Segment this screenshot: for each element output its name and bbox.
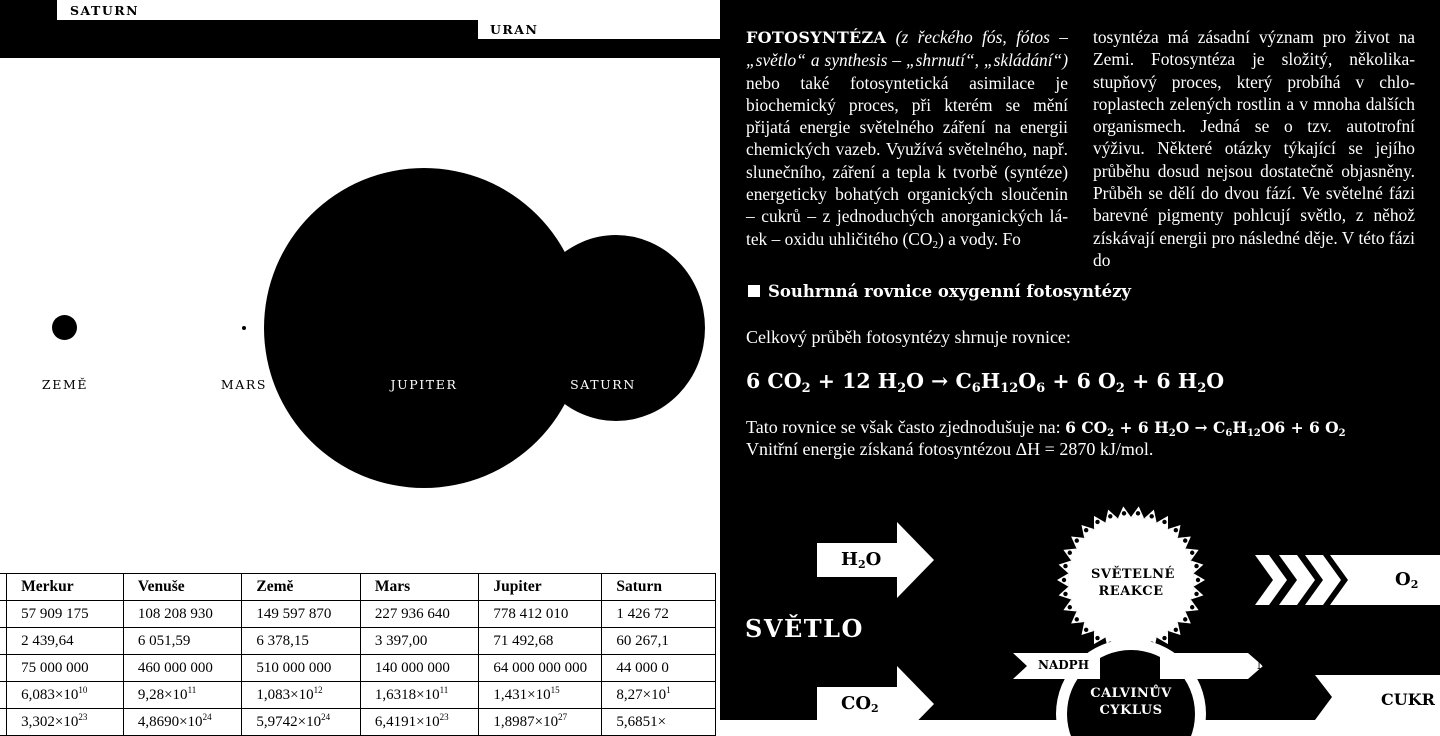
table-cell: 6 051,59 [123, 628, 242, 655]
bar-label-saturn: SATURN [70, 3, 140, 18]
planet-label-saturn: SATURN [570, 377, 636, 392]
sun-ray-dot-icon [1183, 617, 1187, 621]
planet-label-jupiter: JUPITER [390, 377, 458, 392]
table-cell: 1 426 72 [602, 601, 716, 628]
table-header: Jupiter [479, 574, 602, 601]
sun-ray-dot-icon [1190, 605, 1194, 609]
cukr-label: CUKR [1381, 690, 1435, 709]
table-header: Merkur [7, 574, 124, 601]
sun-ray-dot-icon [1162, 636, 1166, 640]
table-cell: $4,8690\times 10^{24}$ [123, 709, 242, 736]
table-cell: 149 597 870 [242, 601, 361, 628]
planet-earth-disc [52, 315, 77, 340]
table-cell: 44 000 0 [602, 655, 716, 682]
table-header: Země [242, 574, 361, 601]
nadp-label: NADP+ [1257, 657, 1303, 672]
bar-top-black [0, 0, 57, 20]
planet-data-table [0, 573, 716, 736]
table-cell: 460 000 000 [123, 655, 242, 682]
table-cell: 6 378,15 [242, 628, 361, 655]
sun-ray-dot-icon [1062, 578, 1066, 582]
table-row [0, 709, 716, 736]
sun-ray-dot-icon [1194, 564, 1198, 568]
table-cell: $1,431\times 10^{15}$ [479, 682, 602, 709]
sun-ray-dot-icon [1122, 511, 1126, 515]
table-cell: $3,302\times 10^{23}$ [7, 709, 124, 736]
table-header: Mars [360, 574, 479, 601]
table-cell: $6,083\times 10^{10}$ [7, 682, 124, 709]
table-header-row [0, 574, 716, 601]
equation-main: 6 $CO_2 + 12$ $H_2O \to C_6H_{12}O_6 + 6$ $O_2 + 6$ $H_2O$ [746, 369, 1225, 396]
right-page [720, 0, 1440, 720]
sun-ray-dot-icon [1063, 592, 1067, 596]
planet-mars-dot [242, 326, 246, 330]
sun-ray-dot-icon [1068, 551, 1072, 555]
sun-ray-dot-icon [1084, 528, 1088, 532]
sun-ray-dot-icon [1063, 564, 1067, 568]
table-cell: 64 000 000 000 [479, 655, 602, 682]
table-cell: $5,9742\times 10^{24}$ [242, 709, 361, 736]
sun-ray-dot-icon [1162, 520, 1166, 524]
table-cell: 778 412 010 [479, 601, 602, 628]
table-header: Venuše [123, 574, 242, 601]
term-fotosynteza: FOTOSYNTÉZA [746, 28, 887, 47]
equation-simplified: 6 $CO_2 + 6$ $H_2O \to C_6H_{12}O6 + 6$ $O_2$ [1065, 418, 1346, 439]
table-cell: 60 267,1 [602, 628, 716, 655]
table-cell: 5,6851× [602, 709, 716, 736]
table-row [0, 655, 716, 682]
planet-jupiter-disc [264, 168, 584, 488]
sun-ray-dot-icon [1174, 528, 1178, 532]
table-row [0, 682, 716, 709]
energy-line: Vnitřní energie získaná fotosyntézou ΔH = 2870 kJ/mol. [746, 439, 1154, 459]
table-cell: $9,28\times 10^{11}$ [123, 682, 242, 709]
diagram-graphics [720, 480, 1440, 720]
sun-ray-dot-icon [1174, 628, 1178, 632]
sun-ray-dot-icon [1190, 551, 1194, 555]
text-column-2: tosyntéza má zásadní význam pro život na Zemi. Fotosyntéza je složitý, několikastupňový proces, který probíhá v chloroplastech zelených rostlin a v mnoha dalších organismech. Jedná se o tzv. autotrofní výživu. Některé otázky týkající se jejího průběhu dosud nejsou dostatečně objasněny. Průběh se dělí do dvou fází. Ve světelné fázi barevné pigmenty pohlcují světlo, z něhož získávají energii pro následné děje. V této fázi do [1093, 27, 1415, 270]
sun-ray-dot-icon [1095, 520, 1099, 524]
svetlo-label: SVĚTLO [745, 614, 864, 643]
sun-ray-dot-icon [1084, 628, 1088, 632]
bar-uran [0, 39, 720, 58]
sun-ray-dot-icon [1150, 514, 1154, 518]
light-reactions-label: SVĚTELNÉ REAKCE [1091, 567, 1175, 599]
sun-ray-dot-icon [1075, 538, 1079, 542]
left-page [0, 0, 720, 730]
table-row [0, 601, 716, 628]
square-bullet-icon [748, 285, 760, 297]
table-cell: $6,4191\times 10^{23}$ [360, 709, 479, 736]
table-cell: 3 397,00 [360, 628, 479, 655]
table-cell: $1,8987\times 10^{27}$ [479, 709, 602, 736]
h2o-label: $H_2O$ [841, 549, 882, 571]
o2-arrow-icon [1330, 555, 1440, 605]
table-cell: 2 439,64 [7, 628, 124, 655]
table-row [0, 628, 716, 655]
table-cell: 227 936 640 [360, 601, 479, 628]
o2-label: $O_2$ [1395, 569, 1419, 591]
photosynthesis-diagram [720, 480, 1440, 720]
table-cell: 108 208 930 [123, 601, 242, 628]
nadph-label: NADPH [1038, 658, 1090, 672]
table-cell: $1,6318\times 10^{11}$ [360, 682, 479, 709]
sun-ray-dot-icon [1068, 605, 1072, 609]
table-cell: 57 909 175 [7, 601, 124, 628]
sun-ray-dot-icon [1183, 538, 1187, 542]
table-cell: 75 000 000 [7, 655, 124, 682]
sun-ray-dot-icon [1095, 636, 1099, 640]
table-cell: 510 000 000 [242, 655, 361, 682]
table-cell: $8,27\times 10^1$ [602, 682, 716, 709]
section-heading: Souhrnná rovnice oxygenní fotosyntézy [748, 282, 1131, 301]
bar-label-uran: URAN [490, 22, 539, 37]
planet-label-mars: MARS [220, 377, 268, 392]
bar-saturn [0, 20, 478, 39]
sun-ray-dot-icon [1194, 592, 1198, 596]
table-header: Saturn [602, 574, 716, 601]
intro-text: Celkový průběh fotosyntézy shrnuje rovnice: [746, 327, 1071, 347]
sun-ray-dot-icon [1136, 511, 1140, 515]
planet-label-earth: ZEMĚ [41, 377, 89, 392]
text-column-1 [746, 26, 1068, 250]
table-cell: $1,083\times 10^{12}$ [242, 682, 361, 709]
table-cell: 140 000 000 [360, 655, 479, 682]
sun-ray-dot-icon [1108, 514, 1112, 518]
sun-ray-dot-icon [1196, 578, 1200, 582]
chevron-icon [1255, 555, 1287, 605]
simplified-line: Tato rovnice se však často zjednodušuje na: 6 $CO_2 + 6$ $H_2O \to C_6H_{12}O6 + 6$ $O_2$ [746, 417, 1346, 439]
calvin-cycle-label: CALVINŮV CYKLUS [1090, 686, 1172, 718]
co2-label: $CO_2$ [841, 693, 879, 715]
sun-ray-dot-icon [1075, 617, 1079, 621]
nadp-arrow-icon [1160, 653, 1263, 679]
table-cell: 71 492,68 [479, 628, 602, 655]
column-1-body: (z řeckého fós, fótos – „světlo“ a synthesis – „shrnutí“, „skládání“) nebo také fotosyntetická asimilace je biochemický proces, při kterém se mění přijatá energie světelného záření na energii chemických vazeb. Využívá světelného, např. slunečního, záření a tepla k tvorbě (syntéze) energeticky bohatých organických sloučenin – cukrů – z jednoduchých anorganických látek – oxidu uhličitého $(CO_2)$ a vody. Fo [746, 27, 1068, 251]
